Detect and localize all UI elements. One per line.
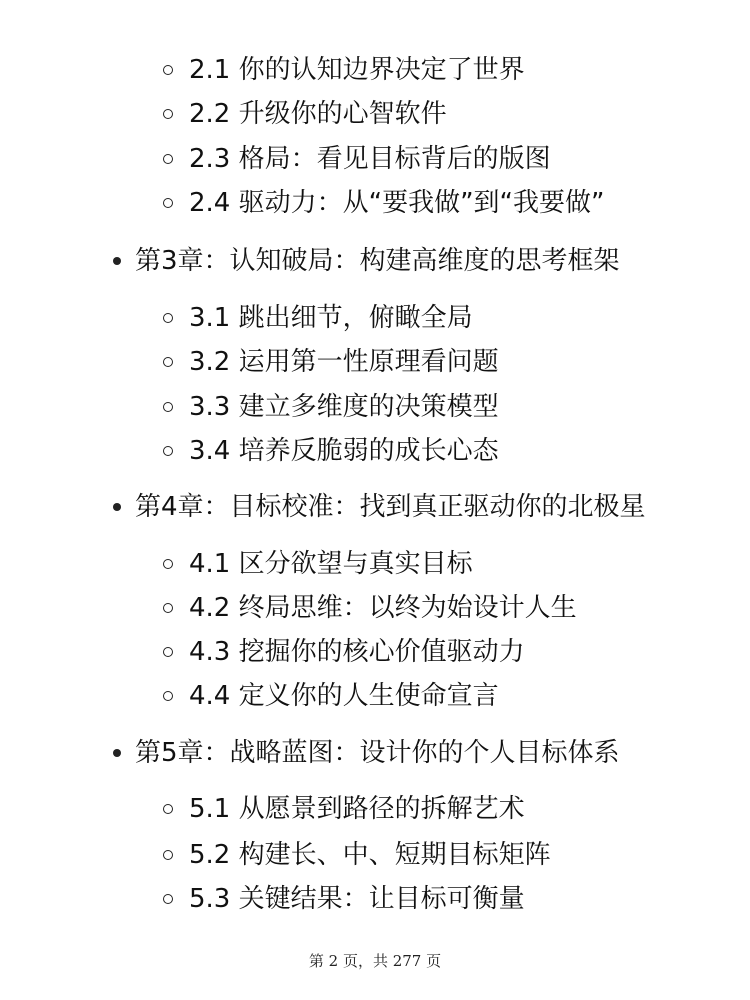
circle-bullet-icon — [163, 603, 173, 613]
section-item-label: 5.2 构建长、中、短期目标矩阵 — [189, 840, 551, 870]
circle-bullet-icon — [163, 691, 173, 701]
circle-bullet-icon — [163, 65, 173, 75]
section-item-label: 4.1 区分欲望与真实目标 — [189, 549, 473, 579]
circle-bullet-icon — [163, 109, 173, 119]
circle-bullet-icon — [163, 647, 173, 657]
section-item-label: 4.2 终局思维：以终为始设计人生 — [189, 593, 577, 623]
circle-bullet-icon — [163, 804, 173, 814]
circle-bullet-icon — [163, 850, 173, 860]
chapter-item-label: 第5章：战略蓝图：设计你的个人目标体系 — [135, 738, 620, 768]
section-item-label: 3.2 运用第一性原理看问题 — [189, 347, 499, 377]
circle-bullet-icon — [163, 154, 173, 164]
circle-bullet-icon — [163, 559, 173, 569]
section-item-label: 2.4 驱动力：从“要我做”到“我要做” — [189, 188, 605, 218]
section-item-label: 5.1 从愿景到路径的拆解艺术 — [189, 794, 525, 824]
section-item-label: 3.4 培养反脆弱的成长心态 — [189, 436, 499, 466]
disc-bullet-icon — [113, 749, 121, 757]
section-item-label: 3.1 跳出细节，俯瞰全局 — [189, 303, 473, 333]
disc-bullet-icon — [113, 503, 121, 511]
disc-bullet-icon — [113, 257, 121, 265]
section-item-label: 2.2 升级你的心智软件 — [189, 99, 447, 129]
circle-bullet-icon — [163, 357, 173, 367]
section-item-label: 4.4 定义你的人生使命宣言 — [189, 681, 499, 711]
circle-bullet-icon — [163, 198, 173, 208]
circle-bullet-icon — [163, 894, 173, 904]
page-number: 第 2 页，共 277 页 — [308, 952, 442, 970]
circle-bullet-icon — [163, 446, 173, 456]
chapter-item-label: 第3章：认知破局：构建高维度的思考框架 — [135, 246, 620, 276]
section-item-label: 3.3 建立多维度的决策模型 — [189, 392, 499, 422]
section-item-label: 2.1 你的认知边界决定了世界 — [189, 55, 525, 85]
chapter-item-label: 第4章：目标校准：找到真正驱动你的北极星 — [135, 492, 646, 522]
section-item-label: 5.3 关键结果：让目标可衡量 — [189, 884, 525, 914]
section-item-label: 4.3 挖掘你的核心价值驱动力 — [189, 637, 525, 667]
section-item-label: 2.3 格局：看见目标背后的版图 — [189, 144, 551, 174]
circle-bullet-icon — [163, 402, 173, 412]
circle-bullet-icon — [163, 313, 173, 323]
